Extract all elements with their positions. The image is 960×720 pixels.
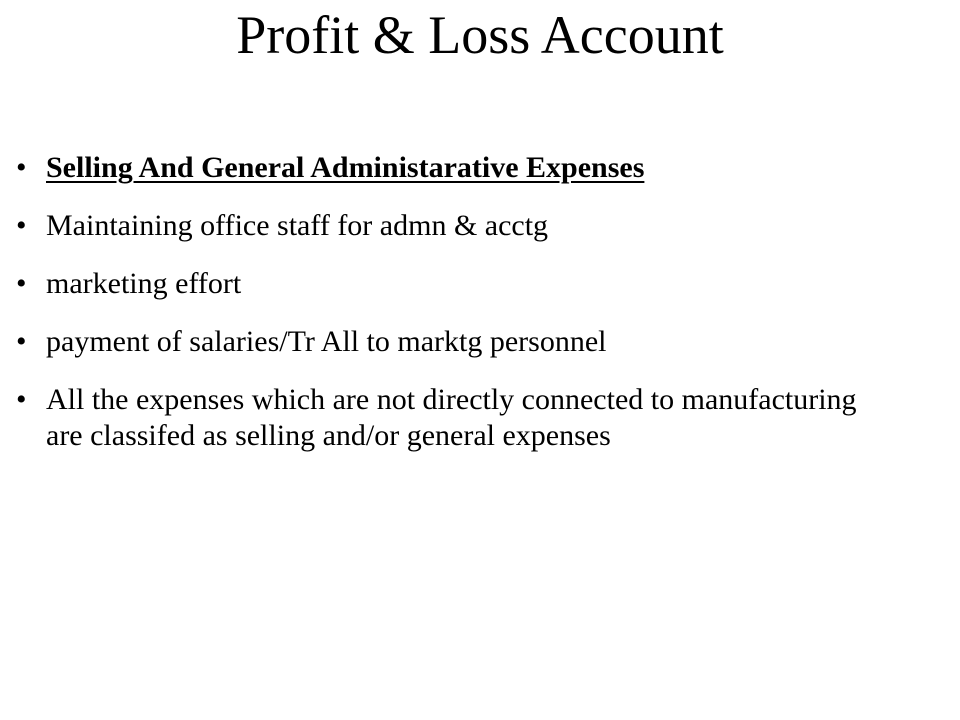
bullet-item	[16, 208, 896, 244]
slide-title: Profit & Loss Account	[236, 5, 724, 65]
bullet-icon: •	[16, 267, 27, 300]
bullet-item	[16, 324, 896, 360]
bullet-icon: •	[16, 209, 27, 242]
bullet-text: Maintaining office staff for admn & acctg	[46, 209, 549, 242]
bullet-text: marketing effort	[46, 267, 242, 300]
bullet-heading-text: Selling And General Administarative Expenses	[46, 151, 645, 184]
bullet-item-heading	[16, 150, 896, 186]
bullet-icon: •	[16, 383, 27, 416]
bullet-text: payment of salaries/Tr All to marktg personnel	[46, 325, 607, 358]
bullet-icon: •	[16, 151, 27, 184]
bullet-list	[16, 150, 896, 454]
bullet-item	[16, 266, 896, 302]
bullet-item	[16, 382, 896, 454]
bullet-icon: •	[16, 325, 27, 358]
bullet-text: All the expenses which are not directly connected to manufacturing are classifed as selling and/or general expenses	[46, 383, 857, 452]
